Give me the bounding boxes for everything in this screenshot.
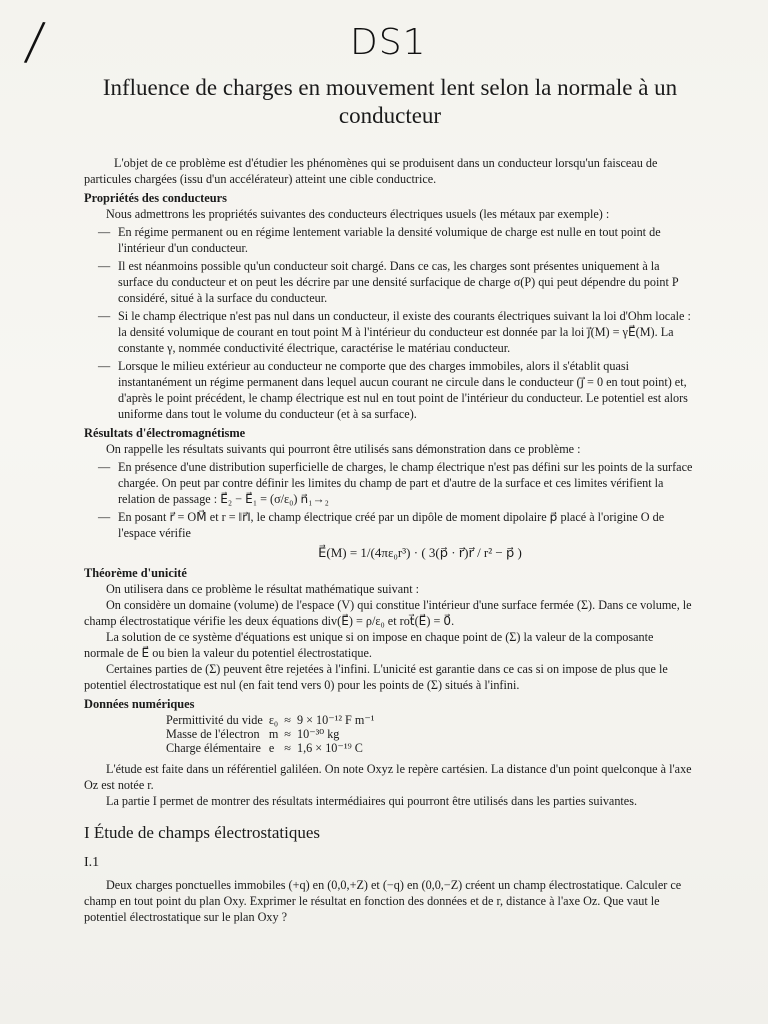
list-item xyxy=(84,258,696,306)
bullet-text: Si le champ électrique n'est pas nul dans un conducteur, il existe des courants électriques suivant la loi d'Ohm locale : la densité volumique de courant en tout point M à l'intérieur du conducteur est donnée par la loi j⃗(M) = γE⃗(M). La constante γ, nommée conductivité électrique, caractérise le matériau conducteur. xyxy=(118,309,691,355)
bullet-text: Lorsque le milieu extérieur au conducteur ne comporte que des charges immobiles, alors il s'établit quasi instantanément un régime permanent dans lequel aucun courant ne circule dans le conducteur (j⃗ = 0 en tout point) et, d'après le point précédent, le champ électrique est nul en tout point de l'intérieur du conducteur. Le potentiel est alors uniforme dans tout le volume du conducteur (et à sa surface). xyxy=(118,359,688,421)
bullet-dash: — xyxy=(98,259,111,273)
part-heading: I Étude de champs électrostatiques xyxy=(84,823,321,842)
data-value-cell: 10⁻³⁰ kg xyxy=(297,727,340,741)
data-symbol-cell: e xyxy=(268,741,275,755)
data-name-cell: Permittivité du vide xyxy=(166,713,263,727)
conducteurs-lead: Nous admettrons les propriétés suivantes des conducteurs électriques usuels (les métaux par exemple) : xyxy=(106,207,610,221)
data-approx-cell: ≈ xyxy=(284,727,291,741)
list-item xyxy=(84,308,696,356)
list-item xyxy=(84,358,696,422)
list-item xyxy=(84,224,696,256)
bullet-dash: — xyxy=(98,309,111,323)
document-title: Influence de charges en mouvement lent selon la normale à un conducteur xyxy=(102,75,678,128)
table-row xyxy=(166,713,380,727)
table-row xyxy=(166,741,380,755)
donnees-p2: La partie I permet de montrer des résultats intermédiaires qui pourront être utilisés dans les parties suivantes. xyxy=(106,794,638,808)
unicite-p4: Certaines parties de (Σ) peuvent être rejetées à l'infini. L'unicité est garantie dans ce cas si on impose de plus que le potentiel électrostatique est nul (en fait tend vers 0) pour les points de (Σ) situés à l'infini. xyxy=(84,662,668,692)
electromag-lead: On rappelle les résultats suivants qui pourront être utilisés sans démonstration dans ce problème : xyxy=(106,442,581,456)
dipole-equation: E⃗(M) = 1/(4πε₀r³) · ( 3(p⃗ · r⃗)r⃗ / r² − p⃗ ) xyxy=(318,545,522,560)
data-name-cell: Charge élémentaire xyxy=(166,741,261,755)
data-symbol-cell: ε₀ xyxy=(268,713,279,727)
donnees-p1: L'étude est faite dans un référentiel galiléen. On note Oxyz le repère cartésien. La distance d'un point quelconque à l'axe Oz est notée r. xyxy=(84,762,692,792)
bullet-text: Il est néanmoins possible qu'un conducteur soit chargé. Dans ce cas, les charges sont présentes uniquement à la surface du conducteur et on peut les décrire par une densité surfacique de charge σ(P) qui peut dépendre du point P considéré, situé à la surface du conducteur. xyxy=(118,259,679,305)
bullet-dash: — xyxy=(98,510,111,524)
list-item xyxy=(84,509,696,541)
data-value-cell: 1,6 × 10⁻¹⁹ C xyxy=(297,741,363,755)
document-body xyxy=(84,155,696,925)
handwritten-slash: / xyxy=(21,11,48,73)
intro-paragraph: L'objet de ce problème est d'étudier les phénomènes qui se produisent dans un conducteur lorsqu'un faisceau de particules chargées (issu d'un accélérateur) atteint une cible conductrice. xyxy=(84,156,658,186)
table-row xyxy=(166,727,380,741)
bullet-text: En posant r⃗ = OM⃗ et r = ‖r⃗‖, le champ électrique créé par un dipôle de moment dipolaire p⃗ placé à l'origine O de l'espace vérifie xyxy=(118,510,665,540)
section-heading-electromagnetisme: Résultats d'électromagnétisme xyxy=(84,426,246,440)
data-value-cell: 9 × 10⁻¹² F m⁻¹ xyxy=(297,713,375,727)
data-name-cell: Masse de l'électron xyxy=(166,727,260,741)
bullet-dash: — xyxy=(98,225,111,239)
data-approx-cell: ≈ xyxy=(284,741,291,755)
handwritten-label: DS1 xyxy=(350,22,427,63)
data-symbol-cell: m xyxy=(268,727,279,741)
section-heading-donnees: Données numériques xyxy=(84,697,195,711)
list-item xyxy=(84,459,696,507)
bullet-dash: — xyxy=(98,460,111,474)
unicite-p2: On considère un domaine (volume) de l'espace (V) qui constitue l'intérieur d'une surface fermée (Σ). Dans ce volume, le champ électrostatique vérifie les deux équations div(E⃗) = ρ/ε₀ et rot⃗(E⃗) = 0⃗. xyxy=(84,598,692,628)
section-heading-unicite: Théorème d'unicité xyxy=(84,566,187,580)
bullet-text: En présence d'une distribution superficielle de charges, le champ électrique n'est pas défini sur les points de la surface chargée. On peut par contre définir les limites du champ de part et d'autre de la surface et ces limites vérifient la relation de passage : E⃗₂ − E⃗₁ = (σ/ε₀) n⃗₁→₂ xyxy=(118,460,693,506)
bullet-dash: — xyxy=(98,359,111,373)
data-approx-cell: ≈ xyxy=(284,713,291,727)
section-heading-conducteurs: Propriétés des conducteurs xyxy=(84,191,227,205)
data-table xyxy=(166,713,380,755)
unicite-p1: On utilisera dans ce problème le résultat mathématique suivant : xyxy=(106,582,420,596)
unicite-p3: La solution de ce système d'équations est unique si on impose en chaque point de (Σ) la valeur de la composante normale de E⃗ ou bien la valeur du potentiel électrostatique. xyxy=(84,630,654,660)
bullet-text: En régime permanent ou en régime lentement variable la densité volumique de charge est nulle en tout point de l'intérieur d'un conducteur. xyxy=(118,225,661,255)
question-text: Deux charges ponctuelles immobiles (+q) en (0,0,+Z) et (−q) en (0,0,−Z) créent un champ électrostatique. Calculer ce champ en tout point du plan Oxy. Exprimer le résultat en fonction des données et de r, distance à l'axe Oz. Que vaut le potentiel électrostatique sur le plan Oxy ? xyxy=(84,878,682,924)
subsection-heading: I.1 xyxy=(84,855,100,870)
